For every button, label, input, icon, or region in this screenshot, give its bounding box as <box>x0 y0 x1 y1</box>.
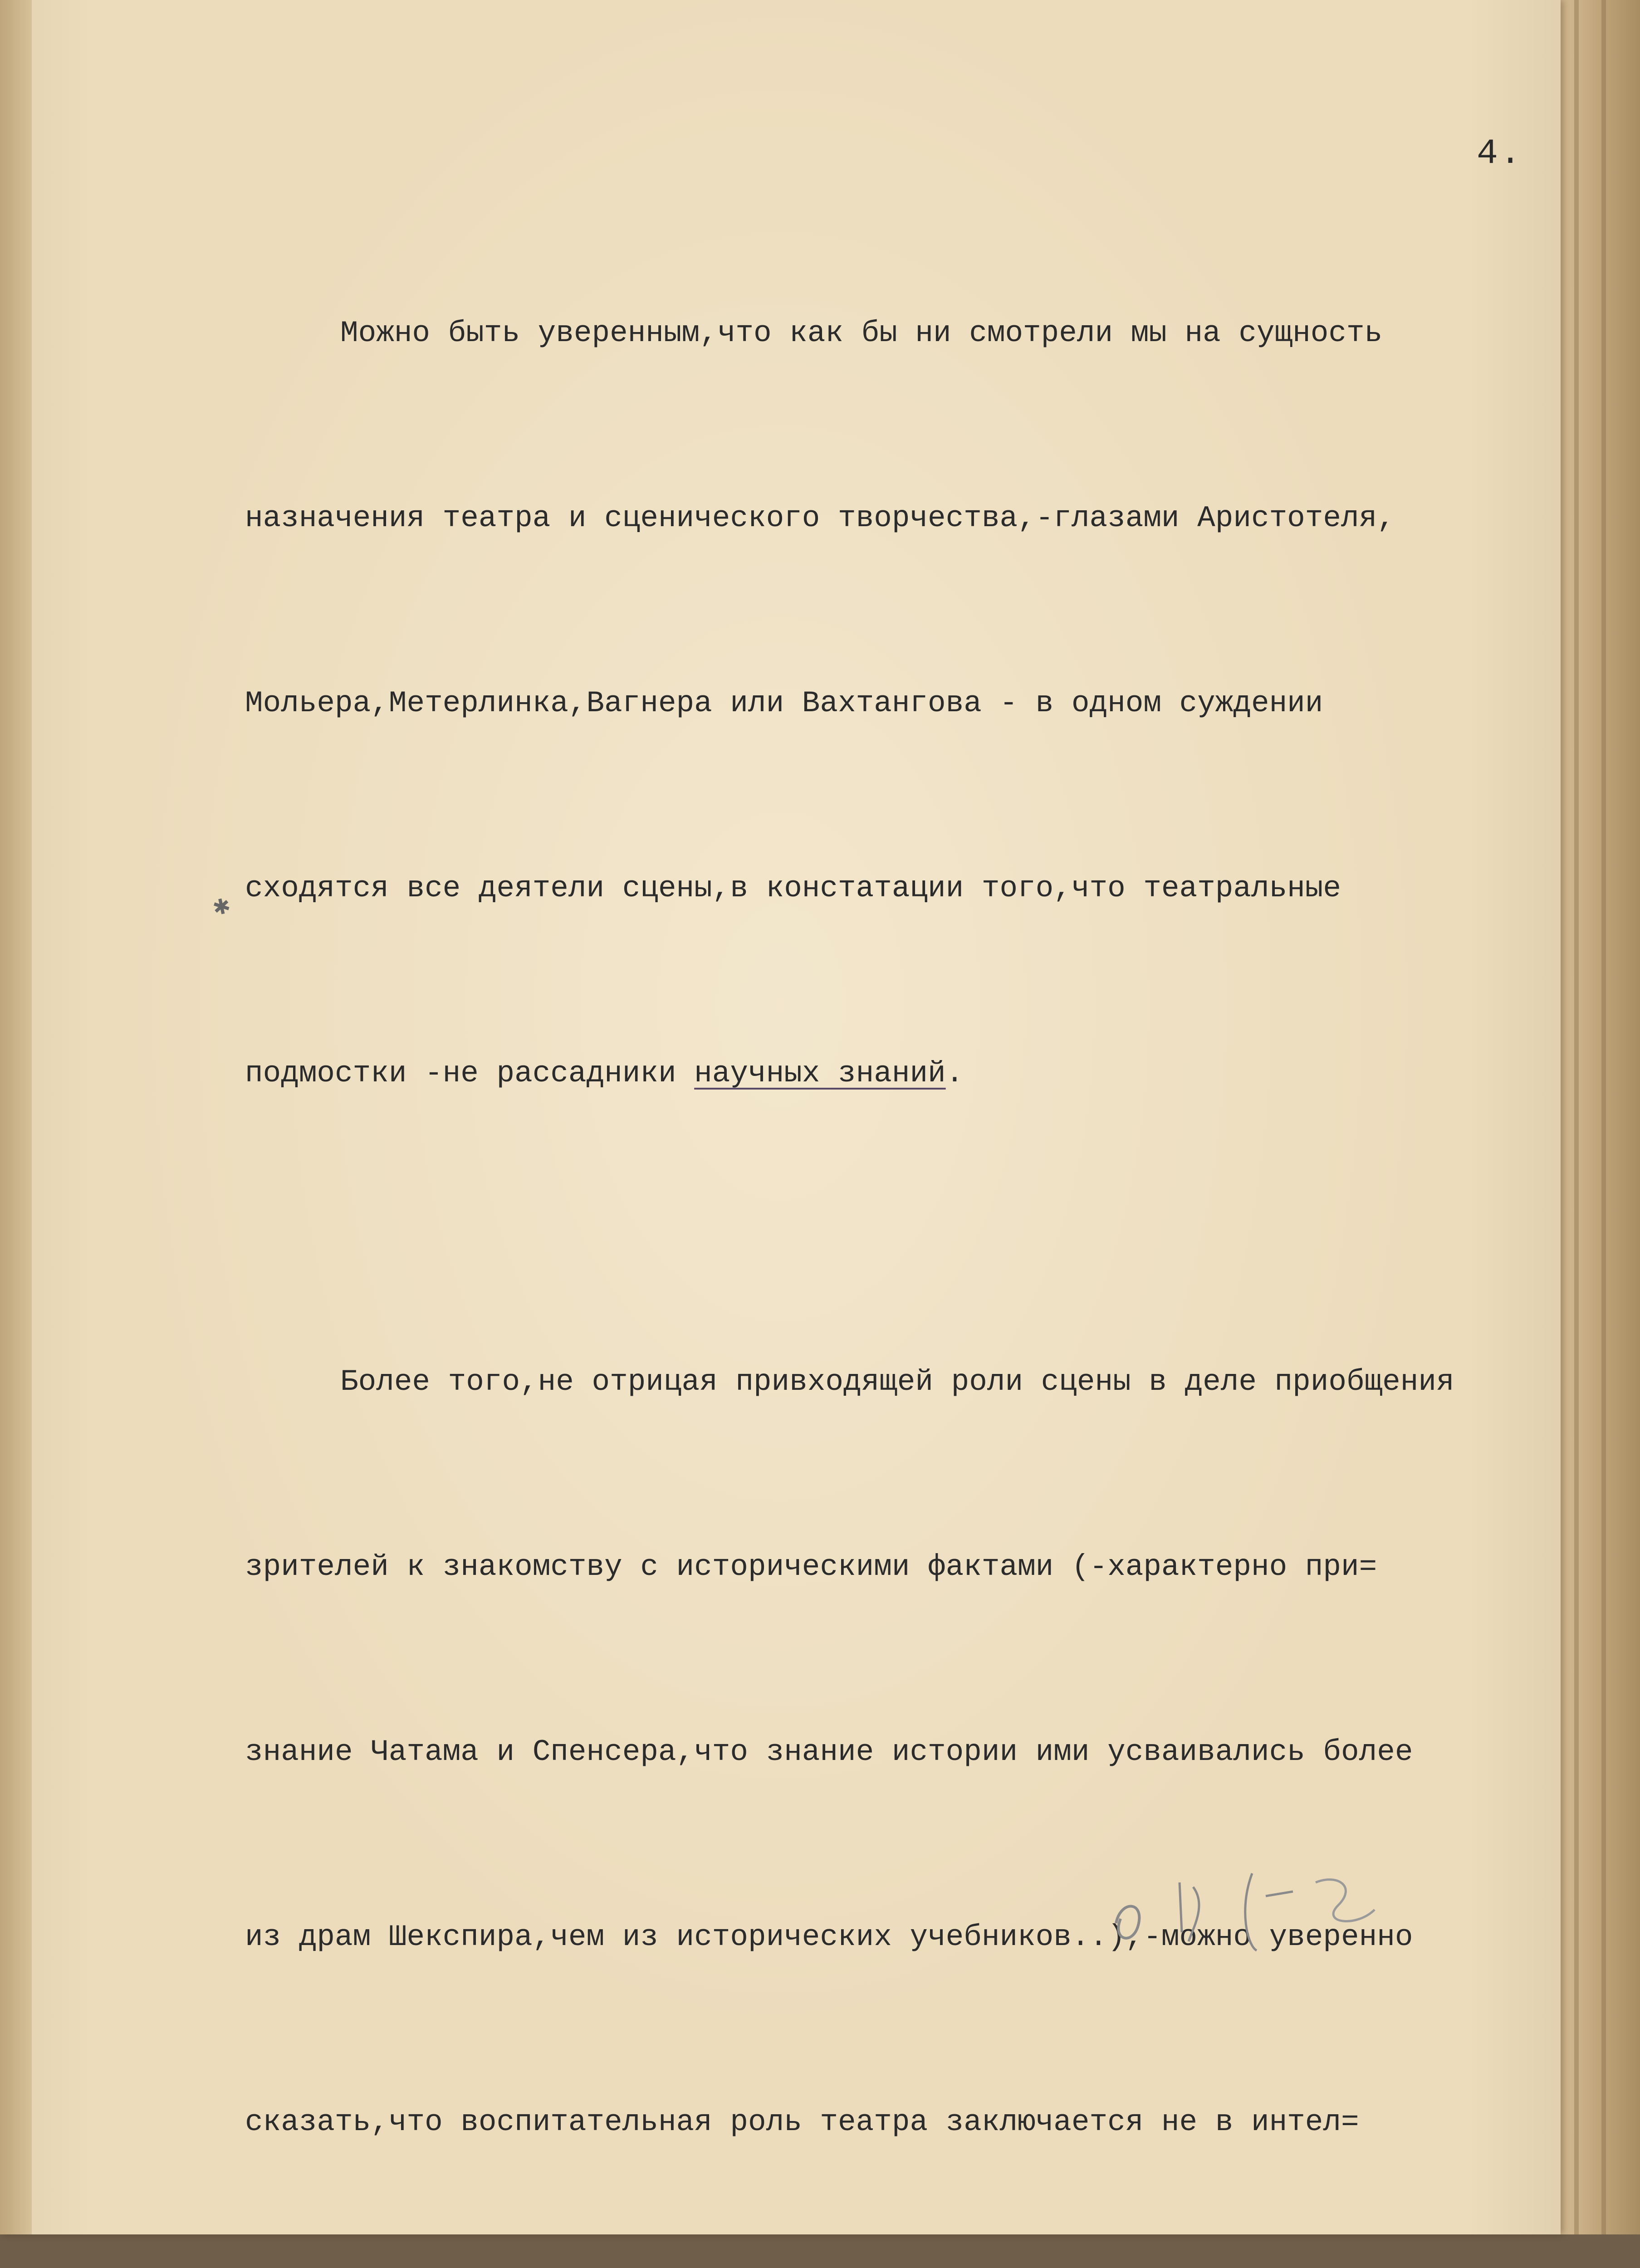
text-line <box>245 1043 1601 1105</box>
text-line: знание Чатама и Спенсера,что знание истории ими усваивались более <box>245 1735 1413 1769</box>
text-line: Можно быть уверенным,что как бы ни смотрели мы на сущность <box>340 316 1383 350</box>
text-line: назначения театра и сценического творчества,-глазами Аристотеля, <box>245 501 1395 535</box>
page-binding <box>0 0 32 2234</box>
text-line: сходятся все деятели сцены,в констатации того,что театральные <box>245 871 1341 905</box>
text-line: из драм Шекспира,чем из исторических учебников..),-можно уверенно <box>245 1920 1413 1954</box>
underlined-phrase: научных знаний <box>694 1056 946 1090</box>
paragraph-2 <box>245 1228 1601 2268</box>
text-line: Более того,не отрицая привходящей роли сцены в деле приобщения <box>340 1365 1454 1399</box>
margin-mark-icon: ✱ <box>210 890 233 924</box>
text-line: сказать,что воспитательная роль театра заключается не в интел= <box>245 2105 1359 2139</box>
pencil-scribble-icon <box>1102 1855 1393 1964</box>
text-line: зрителей к знакомству с историческими фактами (-характерно при= <box>245 1550 1377 1584</box>
typewritten-text <box>245 179 1601 2268</box>
text-segment: подмостки -не рассадники <box>245 1056 695 1090</box>
page-edge <box>1601 0 1606 2234</box>
paragraph-1 <box>245 179 1601 1228</box>
text-segment: . <box>945 1056 964 1090</box>
page-number: 4. <box>1477 134 1523 174</box>
text-line: Мольера,Метерлинка,Вагнера или Вахтангова - в одном суждении <box>245 686 1323 720</box>
